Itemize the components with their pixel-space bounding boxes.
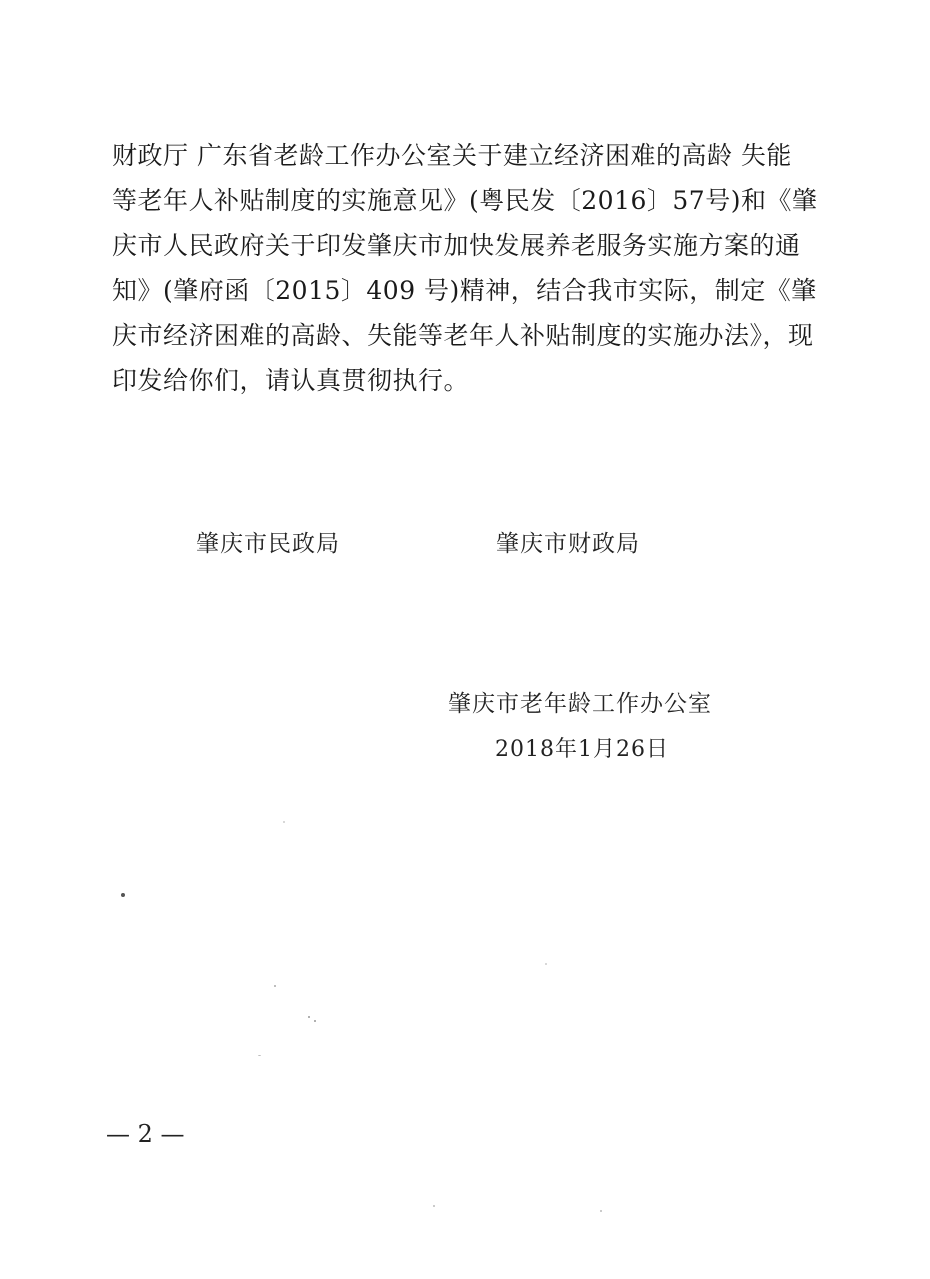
scan-speck <box>600 1210 602 1212</box>
page-number: — 2 — <box>106 1120 185 1148</box>
scan-speck <box>274 985 276 987</box>
scan-speck <box>545 963 547 965</box>
scan-speck <box>433 1205 435 1207</box>
body-text-line-1: 财政厅 广东省老龄工作办公室关于建立经济困难的高龄 失能 <box>112 141 792 170</box>
body-text-line-5: 庆市经济困难的高龄、失能等老年人补贴制度的实施办法》，现 <box>112 321 814 350</box>
signature-civil-affairs-bureau: 肇庆市民政局 <box>196 531 340 557</box>
scan-speck <box>314 1020 316 1022</box>
scan-speck <box>258 1055 261 1056</box>
signature-date: 2018年1月26日 <box>495 737 669 762</box>
body-text-line-6: 印发给你们，请认真贯彻执行。 <box>112 366 470 395</box>
body-text-line-2: 等老年人补贴制度的实施意见》(粤民发〔2016〕57号)和《肇 <box>112 186 818 215</box>
body-text-line-4: 知》(肇府函〔2015〕409 号)精神，结合我市实际，制定《肇 <box>112 276 817 305</box>
scan-speck <box>308 1016 310 1018</box>
signature-aging-office: 肇庆市老年龄工作办公室 <box>448 691 712 717</box>
signature-finance-bureau: 肇庆市财政局 <box>496 531 640 557</box>
scan-speck <box>121 893 125 897</box>
body-text-line-3: 庆市人民政府关于印发肇庆市加快发展养老服务实施方案的通 <box>112 231 801 260</box>
scan-speck <box>283 821 285 823</box>
